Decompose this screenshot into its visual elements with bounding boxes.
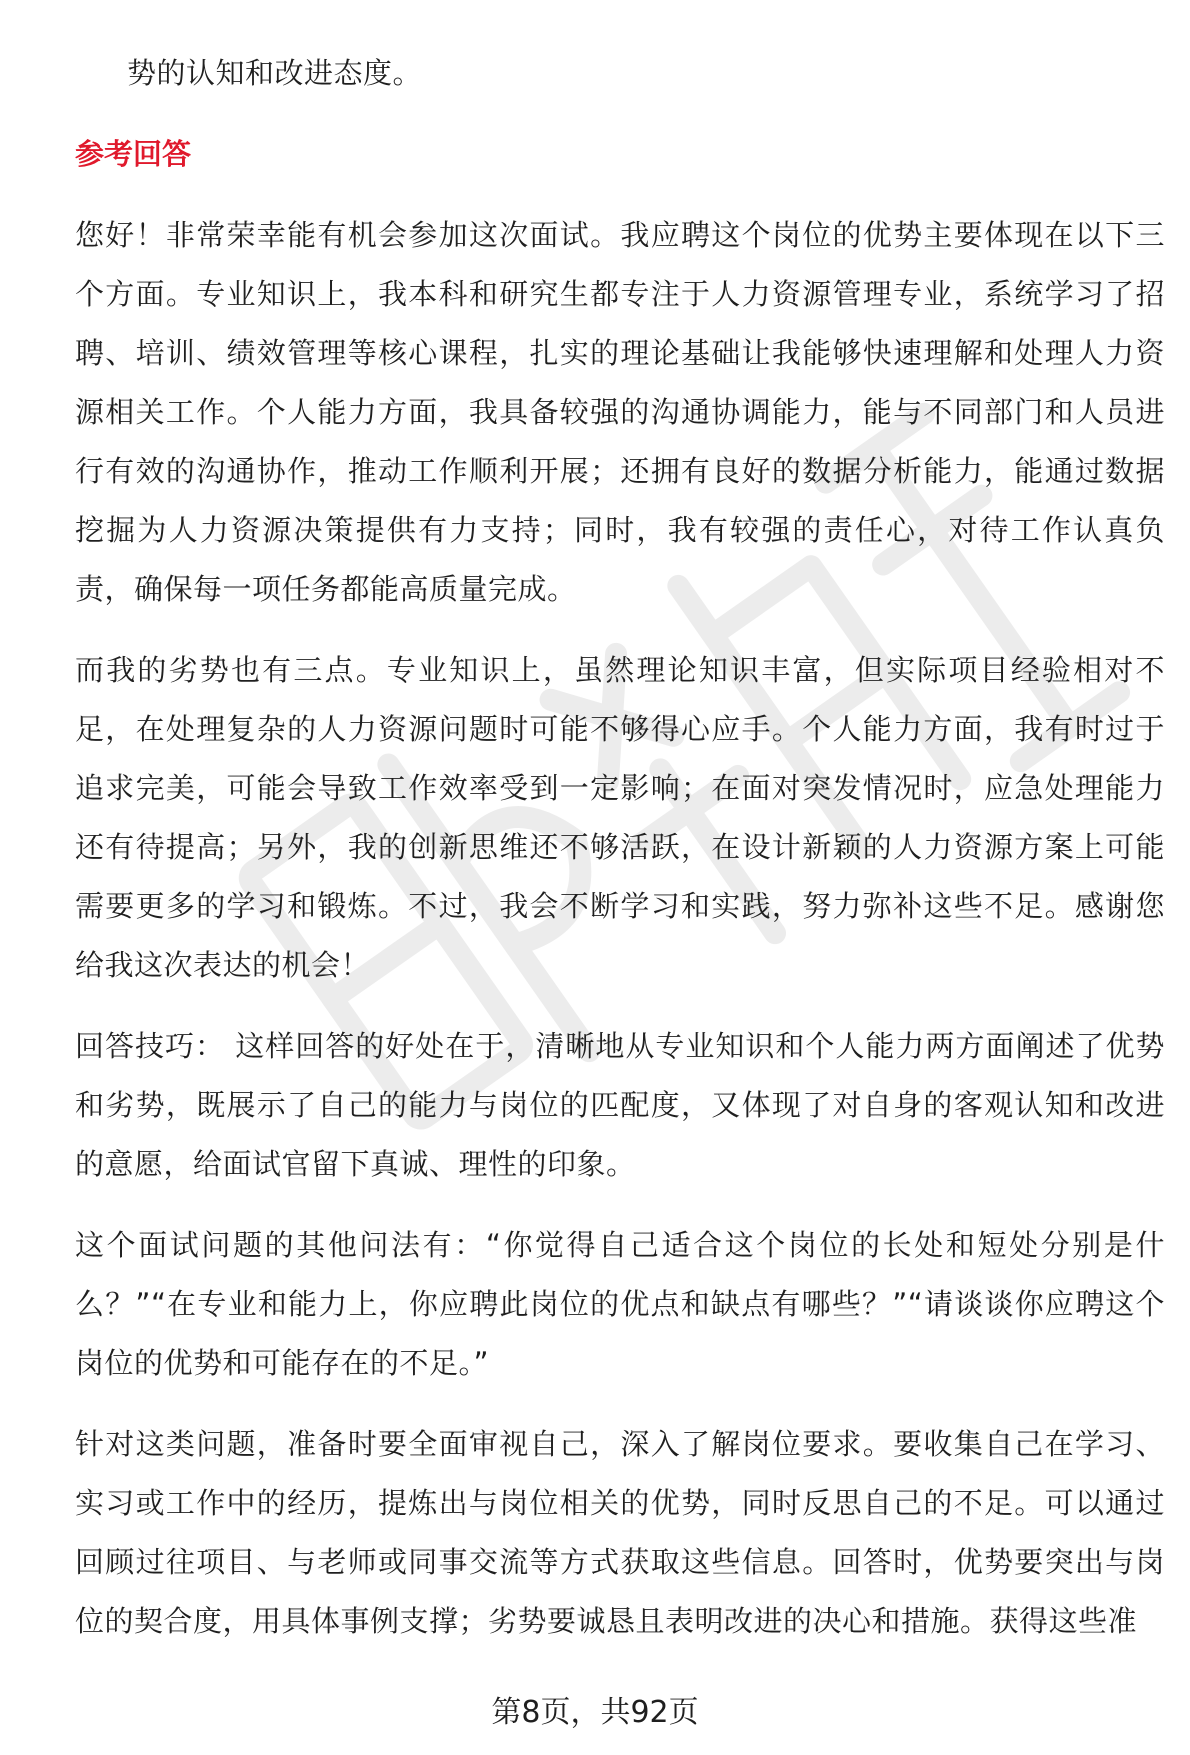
alternative-questions-paragraph: 这个面试问题的其他问法有：“你觉得自己适合这个岗位的长处和短处分别是什么？”“在专业和能力上，你应聘此岗位的优点和缺点有哪些？”“请谈谈你应聘这个岗位的优势和可能存在的不足。” xyxy=(75,1228,1165,1380)
reference-answer-heading: 参考回答 xyxy=(75,137,192,171)
preparation-advice-paragraph: 针对这类问题，准备时要全面审视自己，深入了解岗位要求。要收集自己在学习、实习或工作中的经历，提炼出与岗位相关的优势，同时反思自己的不足。可以通过回顾过往项目、与老师或同事交流等方式获取这些信息。回答时，优势要突出与岗位的契合度，用具体事例支撑；劣势要诚恳且表明改进的决心和措施。获得这些准 xyxy=(75,1427,1165,1638)
page-number-footer: 第8页，共92页 xyxy=(491,1695,699,1730)
document-body xyxy=(75,44,1165,1651)
continued-line: 势的认知和改进态度。 xyxy=(127,56,423,90)
answer-paragraph-weaknesses: 而我的劣势也有三点。专业知识上，虽然理论知识丰富，但实际项目经验相对不足，在处理复杂的人力资源问题时可能不够得心应手。个人能力方面，我有时过于追求完美，可能会导致工作效率受到一定影响；在面对突发情况时，应急处理能力还有待提高；另外，我的创新思维还不够活跃，在设计新颖的人力资源方案上可能需要更多的学习和锻炼。不过，我会不断学习和实践，努力弥补这些不足。感谢您给我这次表达的机会！ xyxy=(75,653,1165,982)
answer-tips-paragraph: 回答技巧： 这样回答的好处在于，清晰地从专业知识和个人能力两方面阐述了优势和劣势，既展示了自己的能力与岗位的匹配度，又体现了对自身的客观认知和改进的意愿，给面试官留下真诚、理性的印象。 xyxy=(75,1029,1165,1181)
answer-paragraph-strengths: 您好！非常荣幸能有机会参加这次面试。我应聘这个岗位的优势主要体现在以下三个方面。专业知识上，我本科和研究生都专注于人力资源管理专业，系统学习了招聘、培训、绩效管理等核心课程，扎实的理论基础让我能够快速理解和处理人力资源相关工作。个人能力方面，我具备较强的沟通协调能力，能与不同部门和人员进行有效的沟通协作，推动工作顺利开展；还拥有良好的数据分析能力，能通过数据挖掘为人力资源决策提供有力支持；同时，我有较强的责任心，对待工作认真负责，确保每一项任务都能高质量完成。 xyxy=(75,218,1165,606)
